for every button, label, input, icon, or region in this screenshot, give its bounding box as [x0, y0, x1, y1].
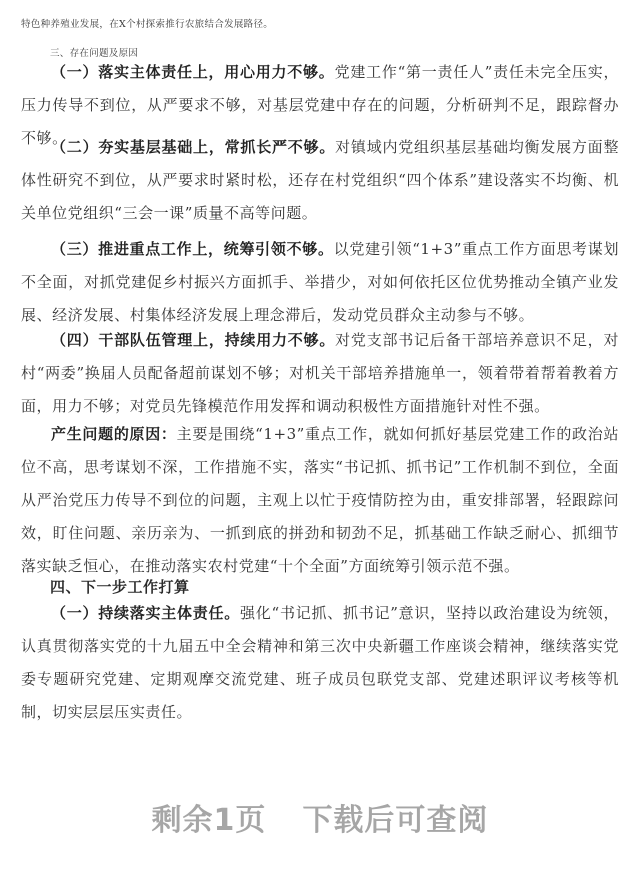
- paragraph-lead: （一）持续落实主体责任。: [51, 604, 241, 622]
- paragraph-text: 党建工作“第一责任人”责任未完全压实，压力传导不到位，从严要求不够，对基层党建中存在的问题，分析研判不足，跟踪督办不够。: [21, 63, 619, 147]
- paragraph-text: 强化“书记抓、抓书记”意识，坚持以政治建设为统领，认真贯彻落实党的十九届五中全会精神和第三次中央新疆工作座谈会精神，继续落实党委专题研究党建、定期观摩交流党建、班子成员包联党支部、党建述职评议考核等机制，切实层层压实责任。: [21, 604, 620, 721]
- download-watermark[interactable]: [0, 795, 640, 839]
- section-heading-problems: 三、存在问题及原因: [50, 48, 139, 59]
- paragraph-text: 主要是围绕“1+3”重点工作，就如何抓好基层党建工作的政治站位不高，思考谋划不深，工作措施不实，落实“书记抓、抓书记”工作机制不到位，全面从严治党压力传导不到位的问题，主观上以忙于疫情防控为由，重安排部署，轻跟踪问效，盯住问题、亲历亲为、一抓到底的拼劲和韧劲不足，抓基础工作缺乏耐心、抓细节落实缺乏恒心，在推动落实农村党建“十个全面”方面统筹引领示范不强。: [21, 425, 619, 575]
- paragraph-next-step-responsibility: [21, 597, 619, 729]
- paragraph-lead: （二）夯实基层基础上，常抓长严不够。: [51, 138, 336, 156]
- paragraph-causes: [21, 418, 619, 583]
- paragraph-grassroots-foundation: [21, 131, 619, 230]
- remaining-pages-label: 剩余1页: [151, 803, 267, 838]
- paragraph-lead: （一）落实主体责任上，用心用力不够。: [51, 63, 335, 81]
- previous-section-tail: 特色种养殖业发展，在X个村探索推行农旅结合发展路径。: [21, 19, 274, 30]
- paragraph-cadre-management: [21, 324, 619, 423]
- paragraph-text: 对党支部书记后备干部培养意识不足，对村“两委”换届人员配备超前谋划不够；对机关干部培养措施单一，领着带着帮着教着方面，用力不够；对党员先锋模范作用发挥和调动积极性方面措施针对性不强。: [21, 331, 620, 415]
- section-heading-next-steps: 四、下一步工作打算: [50, 578, 190, 596]
- paragraph-text: 对镇域内党组织基层基础均衡发展方面整体性研究不到位，从严要求时紧时松，还存在村党组织“四个体系”建设落实不均衡、机关单位党组织“三会一课”质量不高等问题。: [21, 138, 620, 222]
- paragraph-text: 以党建引领“1+3”重点工作方面思考谋划不全面，对抓党建促乡村振兴方面抓手、举措少，对如何依托区位优势推动全镇产业发展、经济发展、村集体经济发展上理念滞后，发动党员群众主动参与不够。: [21, 240, 619, 324]
- download-to-view-label: 下载后可查阅: [302, 803, 489, 838]
- paragraph-lead: （三）推进重点工作上，统筹引领不够。: [51, 240, 334, 258]
- paragraph-lead: 产生问题的原因：: [51, 425, 177, 443]
- paragraph-key-work: [21, 233, 619, 332]
- paragraph-lead: （四）干部队伍管理上，持续用力不够。: [51, 331, 336, 349]
